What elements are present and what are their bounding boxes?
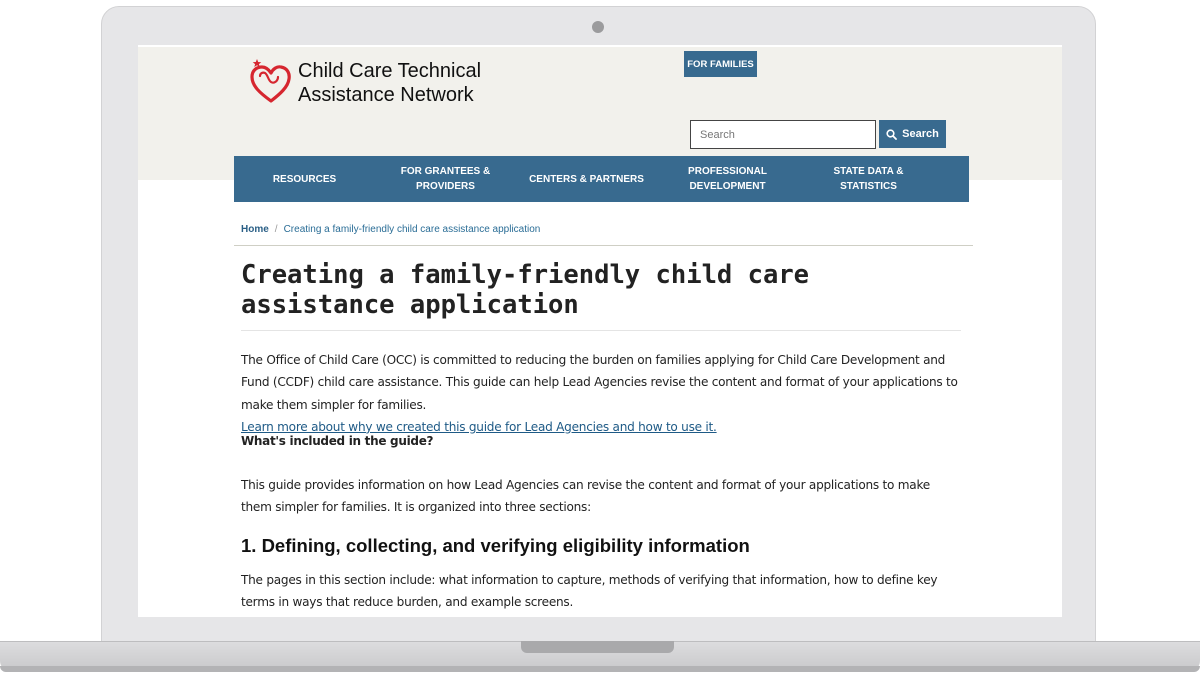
laptop-hinge-notch xyxy=(521,641,674,653)
nav-item-professional-development[interactable]: PROFESSIONAL DEVELOPMENT xyxy=(688,166,767,192)
page-title: Creating a family-friendly child care assistance application xyxy=(241,260,810,320)
section-1-heading: 1. Defining, collecting, and verifying eligibility information xyxy=(241,535,750,556)
search-icon xyxy=(886,129,897,140)
browser-screen xyxy=(138,45,1062,617)
breadcrumb-home-link[interactable]: Home xyxy=(241,224,269,235)
logo-line-1: Child Care Technical xyxy=(298,60,482,82)
breadcrumb-current-page[interactable]: Creating a family-friendly child care assistance application xyxy=(283,224,541,235)
intro-paragraph xyxy=(241,349,961,438)
nav-item-centers-partners[interactable]: CENTERS & PARTNERS xyxy=(529,173,644,185)
breadcrumb-separator: / xyxy=(274,224,278,235)
breadcrumb-divider xyxy=(234,245,973,246)
nav-item-state-data-statistics[interactable]: STATE DATA & STATISTICS xyxy=(833,166,904,192)
search-button-label: Search xyxy=(902,128,939,140)
logo-line-2: Assistance Network xyxy=(298,84,474,106)
title-divider xyxy=(241,330,961,331)
guide-overview-paragraph: This guide provides information on how Lead Agencies can revise the content and format of your applications to make them simpler for families. It is organized into three sections: xyxy=(241,478,930,515)
intro-text: The Office of Child Care (OCC) is committed to reducing the burden on families applying for Child Care Development and Fund (CCDF) child care assistance. This guide can help Lead Agencies revise the content and format of your applications to make them simpler for families. xyxy=(241,353,958,412)
nav-item-resources[interactable]: RESOURCES xyxy=(272,173,337,185)
breadcrumb xyxy=(241,224,540,235)
section-1-paragraph: The pages in this section include: what information to capture, methods of verifying that information, how to define key terms in ways that reduce burden, and example screens. xyxy=(241,573,938,610)
search-button[interactable] xyxy=(879,120,946,148)
search-input[interactable] xyxy=(690,120,876,149)
camera-icon xyxy=(592,21,604,33)
for-families-button[interactable]: FOR FAMILIES xyxy=(684,51,757,77)
whats-included-heading: What's included in the guide? xyxy=(241,434,434,448)
site-logo[interactable] xyxy=(248,57,508,107)
main-navigation xyxy=(234,156,969,202)
heart-logo-icon xyxy=(248,57,294,107)
laptop-base-edge xyxy=(0,666,1200,672)
logo-wordmark xyxy=(298,59,481,107)
nav-item-grantees-providers[interactable]: FOR GRANTEES & PROVIDERS xyxy=(400,166,491,192)
learn-more-link[interactable]: Learn more about why we created this guide for Lead Agencies and how to use it. xyxy=(241,419,717,434)
